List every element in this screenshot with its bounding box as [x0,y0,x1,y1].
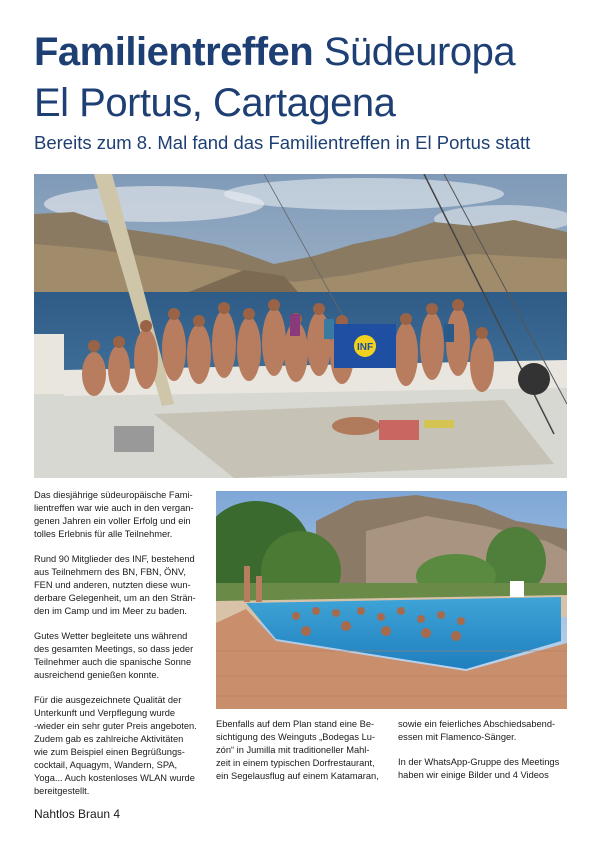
paragraph: In der WhatsApp-Gruppe des Meetings haben wir einige Bilder und 4 Videos [398,757,560,780]
paragraph: Für die ausgezeichnete Qualität der Unterkunft und Verpflegung wurde -wieder ein sehr guter Preis angeboten. Zudem gab es zahlreiche Aktivitäten wie zum Beispiel einen Begrüßungs- cocktail, Aquagym, Wandern, SPA, Yoga... Auch kostenloses WLAN wurde bereitgestellt. [34,695,197,796]
paragraph: Rund 90 Mitglieder des INF, bestehend aus Teilnehmern des BN, FBN, ÖNV, FEN und anderen, nutzten diese wun- derbare Gelegenheit, um an den Strän- den im Camp und im Meer zu baden. [34,554,196,616]
text-column-1 [34,489,210,810]
paragraph: Gutes Wetter begleitete uns während des gesamten Meetings, so dass jeder Teilnehmer auch die spanische Sonne ausreichend genießen konnte. [34,631,194,680]
article-title-line2: El Portus, Cartagena [34,81,396,125]
article-title [34,30,515,74]
group-photo [34,174,567,478]
paragraph: Ebenfalls auf dem Plan stand eine Be- sichtigung des Weinguts „Bodegas Lu- zón“ in Jumilla mit traditioneller Mahl- zeit in einem typischen Dorfrestaurant, ein Segelausflug auf einem Katamaran, [216,719,379,781]
paragraph: Das diesjährige südeuropäische Fami- lientreffen war wie auch in den vergan- genen Jahren ein voller Erfolg und ein tolles Erlebnis für alle Teilnehmer. [34,490,194,539]
text-column-2 [216,718,392,795]
title-bold: Familientreffen [34,30,314,74]
title-light: Südeuropa [323,30,516,74]
paragraph: sowie ein feierliches Abschiedsabend- essen mit Flamenco-Sänger. [398,719,556,742]
page-footer: Nahtlos Braun 4 [34,807,121,821]
pool-photo [216,491,567,709]
flag-label: INF [356,342,374,353]
article-subtitle: Bereits zum 8. Mal fand das Familientreffen in El Portus statt [34,132,531,153]
text-column-3 [398,718,570,794]
